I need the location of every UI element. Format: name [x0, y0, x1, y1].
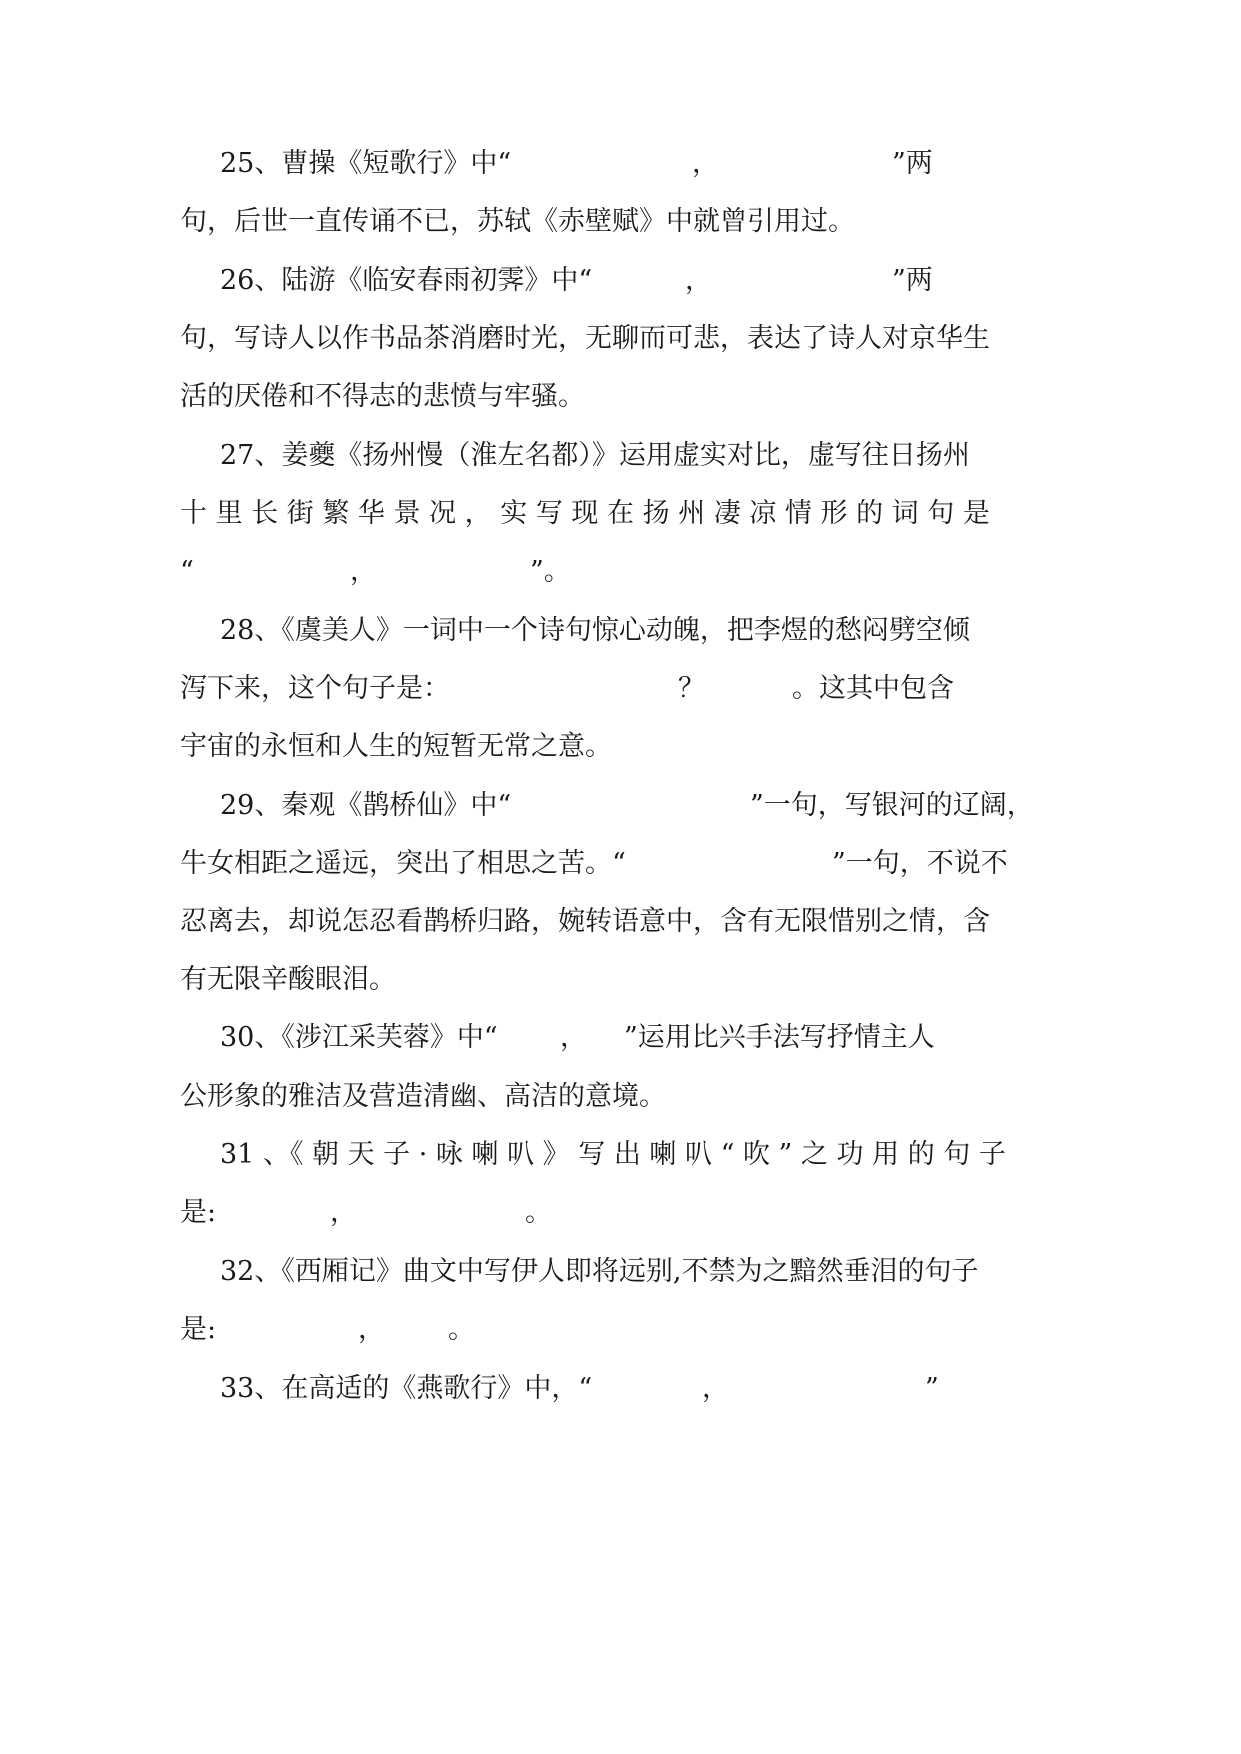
closing-text: ”两 — [892, 148, 933, 179]
closing-text: ”一句，写银河的辽阔， — [750, 790, 1034, 821]
question-29-line-1 — [190, 786, 1050, 826]
question-30-line-2 — [180, 1077, 1050, 1117]
question-26-prompt: 26、陆游《临安春雨初霁》中“ — [220, 265, 593, 296]
question-25-line-2 — [180, 202, 1050, 242]
question-25-prompt: 25、曹操《短歌行》中“ — [220, 148, 512, 179]
body-text: 有无限辛酸眼泪。 — [180, 964, 396, 995]
question-29-prompt: 29、秦观《鹊桥仙》中“ — [220, 790, 512, 821]
question-30-line-1 — [190, 1018, 1050, 1058]
blank-period: 。 — [525, 1197, 552, 1228]
question-25-line-1 — [190, 144, 1050, 184]
blank-comma: ， — [692, 148, 719, 179]
question-27-line-1 — [190, 436, 1050, 476]
question-29-line-3 — [180, 902, 1050, 942]
closing-text: ”一句，不说不 — [832, 848, 1008, 879]
body-text: 牛女相距之遥远，突出了相思之苦。“ — [180, 848, 626, 879]
closing-text: ”两 — [892, 265, 933, 296]
question-31-line-1 — [190, 1135, 1050, 1175]
closing-text: ”运用比兴手法写抒情主人 — [624, 1022, 935, 1053]
question-27-prompt: 27、姜夔《扬州慢（淮左名都）》运用虚实对比，虚写往日扬州 — [220, 440, 970, 471]
question-31-prompt: 31 、《 朝 天 子 · 咏 喇 叭 》 写 出 喇 叭 “ 吹 ” 之 功 用 的 句 子 — [220, 1139, 1006, 1170]
body-text: 句，写诗人以作书品茶消磨时光，无聊而可悲，表达了诗人对京华生 — [180, 323, 990, 354]
body-text: 句，后世一直传诵不已，苏轼《赤壁赋》中就曾引用过。 — [180, 206, 855, 237]
question-32-line-2 — [180, 1310, 1050, 1350]
question-31-line-2 — [180, 1193, 1050, 1233]
blank-comma: ， — [350, 556, 377, 587]
blank-comma: ， — [702, 1373, 729, 1404]
question-32-prompt: 32、《西厢记》曲文中写伊人即将远别,不禁为之黯然垂泪的句子 — [220, 1256, 979, 1287]
answer-label: 是: — [180, 1314, 217, 1345]
question-33-line-1 — [190, 1369, 1050, 1409]
closing-quote: ” — [925, 1373, 939, 1404]
question-28-prompt: 28、《虞美人》一词中一个诗句惊心动魄，把李煜的愁闷劈空倾 — [220, 615, 970, 646]
closing-text: ”。 — [530, 556, 571, 587]
blank-comma: ， — [358, 1314, 385, 1345]
question-26-line-3 — [180, 377, 1050, 417]
blank-comma: ， — [560, 1022, 587, 1053]
blank-comma: ， — [330, 1197, 357, 1228]
question-26-line-1 — [190, 261, 1050, 301]
open-quote: “ — [180, 556, 194, 587]
question-26-line-2 — [180, 319, 1050, 359]
question-29-line-4 — [180, 960, 1050, 1000]
body-text: 活的厌倦和不得志的悲愤与牢骚。 — [180, 381, 585, 412]
answer-label: 是: — [180, 1197, 217, 1228]
body-text: 公形象的雅洁及营造清幽、高洁的意境。 — [180, 1081, 666, 1112]
body-text: 十 里 长 街 繁 华 景 况 ， 实 写 现 在 扬 州 凄 凉 情 形 的 词 句 是 — [180, 498, 990, 529]
question-28-line-1 — [190, 611, 1050, 651]
question-32-line-1 — [190, 1252, 1050, 1292]
blank-comma: ， — [685, 265, 712, 296]
body-text: 忍离去，却说怎忍看鹊桥归路，婉转语意中，含有无限惜别之情，含 — [180, 906, 990, 937]
question-28-line-2 — [180, 669, 1050, 709]
blank-question-mark: ？ — [678, 673, 705, 704]
blank-period: 。 — [448, 1314, 475, 1345]
question-27-line-3 — [180, 552, 1050, 592]
question-33-prompt: 33、在高适的《燕歌行》中，“ — [220, 1373, 593, 1404]
question-30-prompt: 30、《涉江采芙蓉》中“ — [220, 1022, 498, 1053]
body-text: 宇宙的永恒和人生的短暂无常之意。 — [180, 731, 612, 762]
question-27-line-2 — [180, 494, 1050, 534]
question-29-line-2 — [180, 844, 1050, 884]
question-28-line-3 — [180, 727, 1050, 767]
body-text: 泻下来，这个句子是： — [180, 673, 450, 704]
closing-text: 。这其中包含 — [792, 673, 954, 704]
